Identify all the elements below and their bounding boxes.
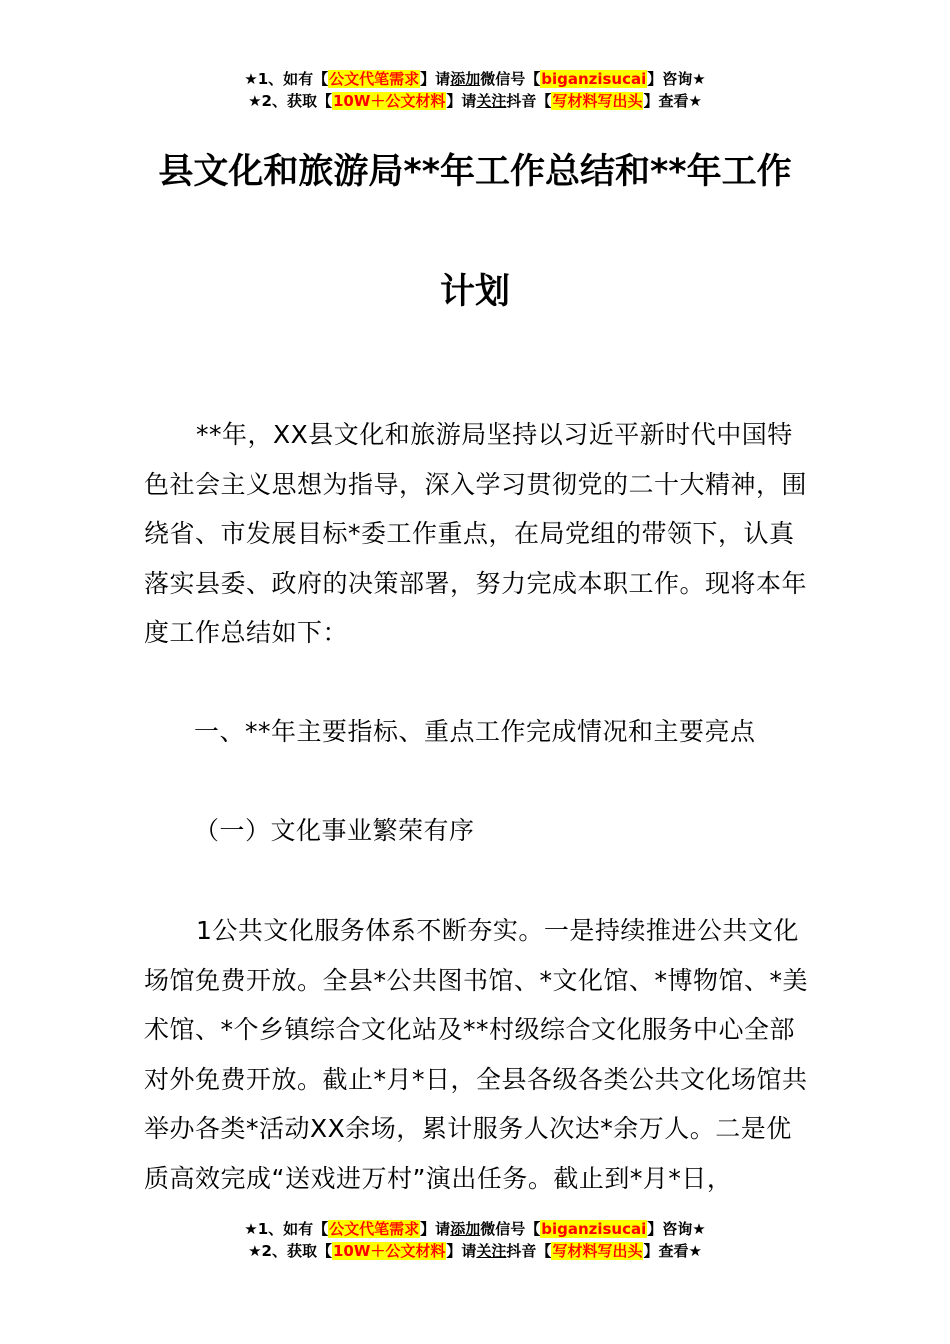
banner-text: 微信号【 (480, 1220, 541, 1238)
banner-line-2 (0, 90, 950, 112)
banner-text: 微信号【 (480, 70, 541, 88)
banner-text: ★2、获取【 (248, 92, 332, 110)
banner-highlight: biganzisucai (541, 1220, 647, 1238)
banner-highlight: 10W＋公文材料 (332, 92, 446, 110)
banner-highlight: 公文代笔需求 (329, 1220, 420, 1238)
banner-text: 】请 (420, 1220, 451, 1238)
banner-text: 】查看★ (643, 1242, 702, 1260)
document-title-line-2: 计划 (439, 272, 510, 312)
body-paragraph: 1公共文化服务体系不断夯实。一是持续推进公共文化场馆免费开放。全县*公共图书馆、*文化馆、*博物馆、*美术馆、*个乡镇综合文化站及**村级综合文化服务中心全部对外免费开放。截止*月*日，全县各级各类公共文化场馆共举办各类*活动XX余场，累计服务人次达*余万人。二是优质高效完成“送戏进万村”演出任务。截止到*月*日， (144, 916, 809, 1193)
banner-text: 】请 (446, 1242, 477, 1260)
banner-text: ★2、获取【 (248, 1242, 332, 1260)
banner-text: 】请 (420, 70, 451, 88)
banner-line-1 (0, 1218, 950, 1240)
banner-highlight: 写材料写出头 (552, 92, 643, 110)
section-heading: 一、**年主要指标、重点工作完成情况和主要亮点 (194, 717, 756, 746)
banner-highlight: biganzisucai (541, 70, 647, 88)
banner-text: 】请 (446, 92, 477, 110)
banner-underlined: 关注 (476, 92, 507, 110)
banner-text: ★1、如有【 (244, 1220, 329, 1238)
banner-line-2 (0, 1240, 950, 1262)
banner-underlined: 关注 (476, 1242, 507, 1260)
banner-text: 】咨询★ (647, 70, 706, 88)
banner-text: 】咨询★ (647, 1220, 706, 1238)
banner-underlined: 添加 (450, 70, 481, 88)
footer-banner (0, 1218, 950, 1262)
subsection-heading: （一）文化事业繁荣有序 (194, 816, 475, 845)
banner-highlight: 写材料写出头 (552, 1242, 643, 1260)
banner-line-1 (0, 68, 950, 90)
banner-text: 】查看★ (643, 92, 702, 110)
banner-highlight: 公文代笔需求 (329, 70, 420, 88)
banner-text: 抖音【 (506, 92, 552, 110)
banner-underlined: 添加 (450, 1220, 481, 1238)
banner-text: 抖音【 (506, 1242, 552, 1260)
header-banner (0, 68, 950, 112)
banner-text: ★1、如有【 (244, 70, 329, 88)
intro-paragraph: **年，XX县文化和旅游局坚持以习近平新时代中国特色社会主义思想为指导，深入学习贯彻党的二十大精神，围绕省、市发展目标*委工作重点，在局党组的带领下，认真落实县委、政府的决策部署，努力完成本职工作。现将本年度工作总结如下： (144, 420, 808, 647)
document-title-line-1: 县文化和旅游局**年工作总结和**年工作 (158, 152, 792, 192)
banner-highlight: 10W＋公文材料 (332, 1242, 446, 1260)
